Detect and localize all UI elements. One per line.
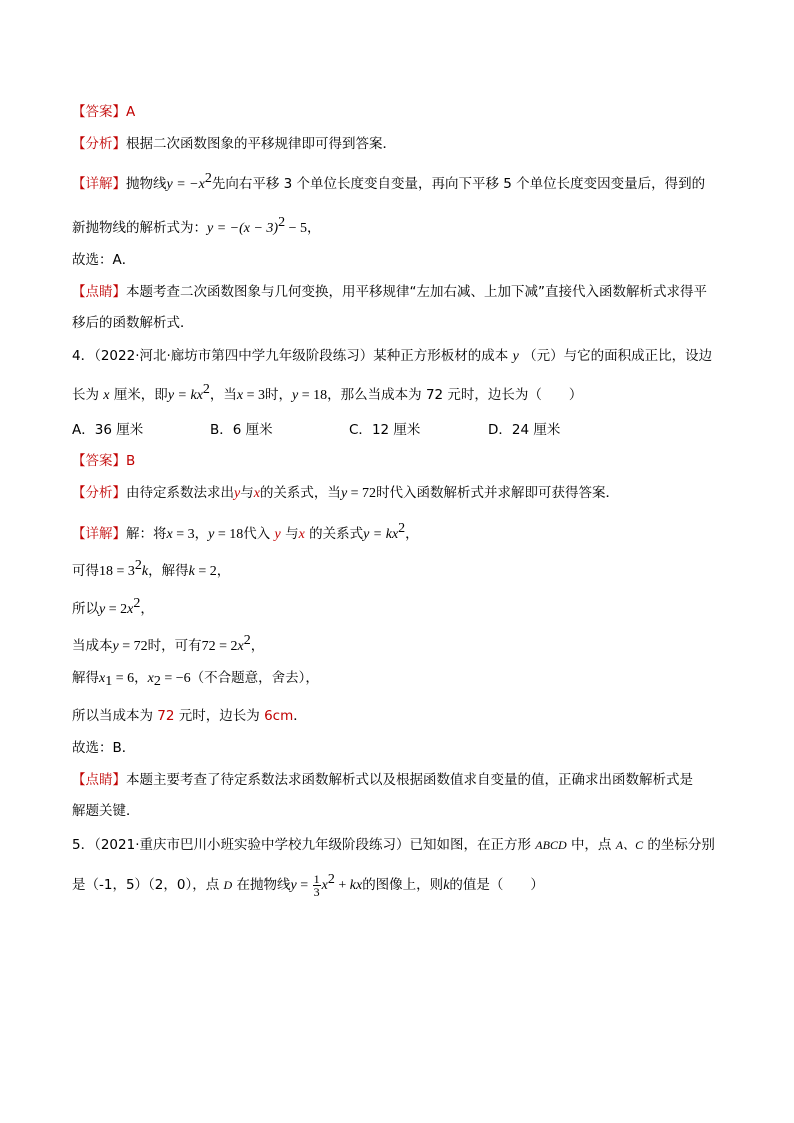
q5-stem-line-2 bbox=[72, 870, 544, 898]
option-text: 6 厘米 bbox=[232, 422, 273, 438]
q4-detail-line: 【详解】解：将x = 3，y = 18代入 y 与x 的关系式$y = kx^2$， bbox=[72, 521, 419, 542]
math-expression: y = −(x − 3) bbox=[207, 221, 279, 236]
step-text: 所以当成本为 bbox=[72, 708, 153, 724]
answer-tag: 【答案】 bbox=[72, 453, 126, 469]
step-text: （不合题意，舍去）， bbox=[190, 670, 319, 686]
math-expression: = 72 bbox=[118, 639, 148, 654]
question-text: 在抛物线 bbox=[236, 877, 291, 893]
exponent: 2 bbox=[327, 872, 335, 887]
answer-value: B bbox=[126, 453, 136, 469]
math-expression: 18 = 3 bbox=[99, 564, 135, 579]
math-expression: y bbox=[290, 878, 297, 893]
question-text: 的图像上，则 bbox=[362, 877, 444, 893]
math-expression: = 3 bbox=[243, 388, 266, 403]
detail-text: 解：将 bbox=[126, 526, 167, 542]
question-text: 是（-1，5）（2，0），点 bbox=[72, 877, 220, 893]
option-c[interactable] bbox=[349, 420, 420, 440]
comment-text: 本题考查二次函数图象与几何变换，用平移规律“左加右减、上加下减”直接代入函数解析式求得平 bbox=[126, 284, 707, 300]
math-variable: y bbox=[112, 639, 119, 654]
math-expression: = bbox=[296, 878, 312, 893]
step-text: 当成本 bbox=[72, 638, 113, 654]
math-expression: = 72 bbox=[347, 486, 377, 501]
math-variable: x bbox=[298, 527, 305, 542]
q4-step-solve bbox=[72, 668, 319, 692]
exponent: 2 bbox=[133, 596, 141, 611]
q4-analysis-line bbox=[72, 483, 619, 504]
math-expression: 72 = 2 bbox=[201, 639, 238, 654]
option-letter: B． bbox=[210, 422, 233, 438]
q4-choice-line: 故选：B． bbox=[72, 740, 136, 756]
step-text: 可得 bbox=[72, 563, 99, 579]
question-text: ，当 bbox=[209, 387, 237, 403]
step-text: 时，可有 bbox=[147, 638, 202, 654]
q3-choice-line: 故选：A． bbox=[72, 252, 136, 268]
math-expression: = −6 bbox=[160, 671, 191, 686]
option-text: 36 厘米 bbox=[94, 422, 144, 438]
math-expression: − 5 bbox=[285, 221, 307, 236]
exponent: 2 bbox=[134, 558, 142, 573]
math-expression: = 18 bbox=[298, 388, 328, 403]
question-text: ，那么当成本为 72 元时，边长为（ ） bbox=[327, 387, 583, 403]
detail-text: ， bbox=[194, 526, 209, 542]
math-expression: y bbox=[99, 602, 106, 617]
question-text: 的值是（ ） bbox=[449, 877, 544, 893]
math-variable: y bbox=[234, 486, 241, 501]
comment-tag: 【点睛】 bbox=[72, 284, 126, 300]
q3-comment-line-1 bbox=[72, 282, 707, 302]
option-text: 12 厘米 bbox=[371, 422, 421, 438]
math-label: ABCD bbox=[535, 838, 567, 852]
q5-stem-line-1 bbox=[72, 835, 715, 855]
math-expression: = 18 bbox=[214, 527, 244, 542]
fraction: $\frac{1}{3}$ bbox=[313, 871, 320, 899]
math-label: A、C bbox=[615, 838, 644, 852]
step-text: ， bbox=[134, 670, 148, 686]
detail-text: 新抛物线的解析式为： bbox=[72, 220, 207, 236]
math-expression: y = kx bbox=[363, 527, 399, 542]
comment-tag: 【点睛】 bbox=[72, 772, 126, 788]
analysis-text: 由待定系数法求出 bbox=[126, 485, 234, 501]
q4-step-when bbox=[72, 631, 264, 657]
math-expression: + bbox=[334, 878, 350, 893]
analysis-text: 时代入函数解析式并求解即可获得答案． bbox=[376, 485, 620, 501]
step-text: ，解得 bbox=[148, 563, 189, 579]
exponent: 2 bbox=[204, 171, 212, 186]
subscript: 1 bbox=[105, 674, 113, 689]
option-text: 24 厘米 bbox=[511, 422, 561, 438]
math-variable: x bbox=[103, 388, 110, 403]
math-expression: = 6 bbox=[112, 671, 135, 686]
q4-comment-line-2: 解题关键． bbox=[72, 803, 140, 819]
math-variable: x bbox=[253, 486, 260, 501]
exponent: 2 bbox=[243, 633, 251, 648]
math-variable: k bbox=[443, 878, 450, 893]
math-expression: = 3 bbox=[172, 527, 195, 542]
math-expression: y bbox=[340, 486, 348, 501]
question-text: （元）与它的面积成正比，设边 bbox=[523, 348, 713, 364]
step-text: 解得 bbox=[72, 670, 99, 686]
option-letter: A． bbox=[72, 422, 95, 438]
question-text: 厘米，即 bbox=[113, 387, 168, 403]
math-variable: k bbox=[188, 564, 195, 579]
step-text: ， bbox=[140, 601, 154, 617]
answer-value: A bbox=[126, 104, 136, 120]
math-label: D bbox=[223, 878, 233, 892]
question-text: 中，点 bbox=[570, 837, 612, 853]
analysis-tag: 【分析】 bbox=[72, 485, 126, 501]
step-text: 元时，边长为 bbox=[178, 708, 260, 724]
math-variable: x bbox=[127, 602, 134, 617]
math-variable: y bbox=[512, 349, 519, 364]
q4-comment-line-1 bbox=[72, 770, 693, 790]
detail-text: 抛物线 bbox=[126, 176, 167, 192]
option-d[interactable] bbox=[488, 420, 560, 440]
highlight-value: 6cm bbox=[264, 708, 294, 724]
comment-text: 本题主要考查了待定系数法求函数解析式以及根据函数值求自变量的值，正确求出函数解析式是 bbox=[126, 772, 693, 788]
detail-tag: 【详解】 bbox=[72, 526, 126, 542]
q4-answer-line bbox=[72, 451, 135, 471]
q4-stem-line-2 bbox=[72, 380, 582, 406]
detail-text: 的关系式 bbox=[309, 526, 364, 542]
math-expression: y = kx bbox=[167, 388, 203, 403]
step-text: ， bbox=[216, 563, 231, 579]
math-variable: x bbox=[99, 671, 106, 686]
q3-comment-line-2: 移后的函数解析式． bbox=[72, 315, 194, 331]
subscript: 2 bbox=[153, 674, 161, 689]
answer-tag: 【答案】 bbox=[72, 104, 126, 120]
option-a[interactable] bbox=[72, 420, 143, 440]
step-text: ， bbox=[250, 638, 265, 654]
math-expression: x bbox=[166, 527, 173, 542]
exponent: 2 bbox=[278, 215, 286, 230]
math-expression: y = −x bbox=[166, 177, 205, 192]
highlight-value: 72 bbox=[157, 708, 175, 724]
math-expression: x bbox=[236, 388, 244, 403]
q3-detail-line-2: 新抛物线的解析式为：$y = -(x - 3)^2 - 5$， bbox=[72, 215, 321, 236]
math-expression: = 2 bbox=[194, 564, 217, 579]
exponent: 2 bbox=[398, 521, 406, 536]
q3-answer-line bbox=[72, 102, 135, 122]
analysis-text: 根据二次函数图象的平移规律即可得到答案． bbox=[126, 136, 396, 152]
math-variable: k bbox=[141, 564, 149, 579]
analysis-text: 的关系式，当 bbox=[259, 485, 341, 501]
analysis-tag: 【分析】 bbox=[72, 136, 126, 152]
math-expression: y bbox=[208, 527, 215, 542]
math-expression: = 2 bbox=[105, 602, 128, 617]
question-text: 长为 bbox=[72, 387, 99, 403]
detail-tag: 【详解】 bbox=[72, 176, 126, 192]
detail-text: 先向右平移 3 个单位长度变自变量，再向下平移 5 个单位长度变因变量后，得到的 bbox=[211, 176, 706, 192]
question-text: 5．（2021·重庆市巴川小班实验中学校九年级阶段练习）已知如图，在正方形 bbox=[72, 837, 531, 853]
detail-text: 与 bbox=[285, 526, 299, 542]
option-letter: C． bbox=[349, 422, 372, 438]
q4-step-so bbox=[72, 594, 154, 620]
question-text: 时， bbox=[265, 387, 293, 403]
option-letter: D． bbox=[488, 422, 512, 438]
exponent: 2 bbox=[202, 382, 210, 397]
detail-text: 代入 bbox=[243, 526, 271, 542]
math-variable: x bbox=[147, 671, 154, 686]
math-variable: x bbox=[237, 639, 244, 654]
q3-analysis-line bbox=[72, 134, 396, 154]
question-text: 4．（2022·河北·廊坊市第四中学九年级阶段练习）某种正方形板材的成本 bbox=[72, 348, 509, 364]
math-variable: y bbox=[274, 527, 281, 542]
step-text: ． bbox=[293, 708, 307, 724]
question-text: 的坐标分别 bbox=[647, 837, 715, 853]
analysis-text: 与 bbox=[240, 485, 254, 501]
q3-detail-line-1 bbox=[72, 169, 705, 195]
math-expression: y bbox=[292, 388, 299, 403]
math-variable: x bbox=[321, 878, 328, 893]
math-expression: kx bbox=[349, 878, 363, 893]
option-b[interactable] bbox=[210, 420, 273, 440]
step-text: 所以 bbox=[72, 601, 99, 617]
q4-step-final bbox=[72, 706, 307, 726]
q4-step-get bbox=[72, 556, 230, 582]
q4-stem-line-1 bbox=[72, 346, 712, 367]
